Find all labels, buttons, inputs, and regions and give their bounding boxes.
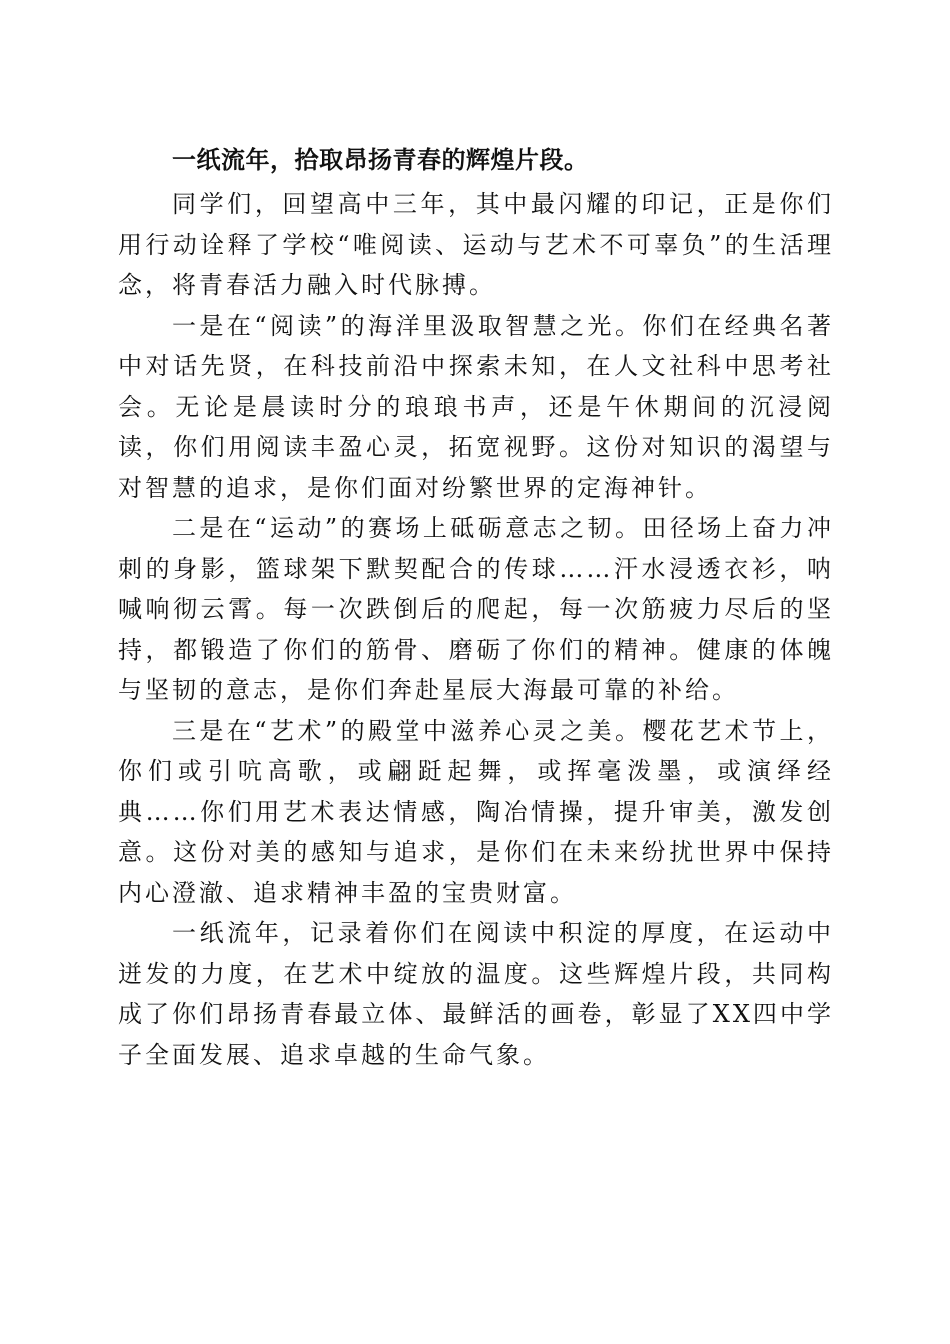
- paragraph-intro: 同学们，回望高中三年，其中最闪耀的印记，正是你们用行动诠释了学校“唯阅读、运动与艺术不可辜负”的生活理念，将青春活力融入时代脉搏。: [118, 190, 834, 299]
- paragraph-sports: 二是在“运动”的赛场上砥砺意志之韧。田径场上奋力冲刺的身影，篮球架下默契配合的传球……汗水浸透衣衫，呐喊响彻云霄。每一次跌倒后的爬起，每一次筋疲力尽后的坚持，都锻造了你们的筋骨、磨砺了你们的精神。健康的体魄与坚韧的意志，是你们奔赴星辰大海最可靠的补给。: [118, 514, 834, 704]
- paragraph-art: 三是在“艺术”的殿堂中滋养心灵之美。樱花艺术节上，你们或引吭高歌，或翩跹起舞，或挥毫泼墨，或演绎经典……你们用艺术表达情感，陶冶情操，提升审美，激发创意。这份对美的感知与追求，是你们在未来纷扰世界中保持内心澄澈、追求精神丰盈的宝贵财富。: [118, 716, 834, 907]
- paragraph-conclusion: 一纸流年，记录着你们在阅读中积淀的厚度，在运动中迸发的力度，在艺术中绽放的温度。这些辉煌片段，共同构成了你们昂扬青春最立体、最鲜活的画卷，彰显了XX四中学子全面发展、追求卓越的生命气象。: [118, 919, 834, 1069]
- section-heading: 一纸流年，拾取昂扬青春的辉煌片段。: [172, 146, 589, 174]
- document-body: [118, 136, 834, 1075]
- paragraph-reading: 一是在“阅读”的海洋里汲取智慧之光。你们在经典名著中对话先贤，在科技前沿中探索未知，在人文社科中思考社会。无论是晨读时分的琅琅书声，还是午休期间的沉浸阅读，你们用阅读丰盈心灵，拓宽视野。这份对知识的渴望与对智慧的追求，是你们面对纷繁世界的定海神针。: [118, 311, 834, 502]
